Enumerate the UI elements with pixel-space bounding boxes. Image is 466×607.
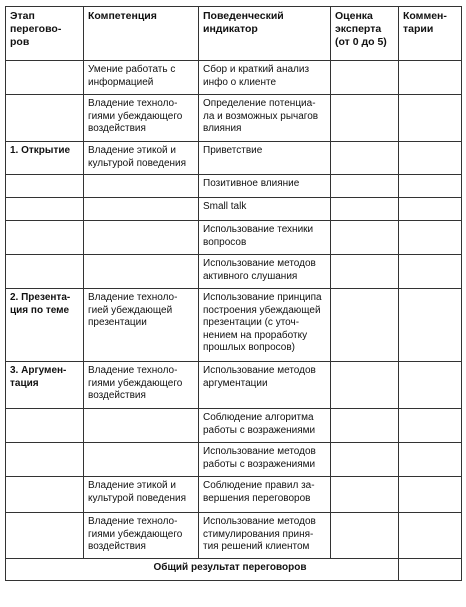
- comment-cell[interactable]: [399, 513, 462, 559]
- negotiation-evaluation-table: [5, 6, 462, 581]
- indicator-cell: Использование методов аргументации: [199, 362, 331, 409]
- comment-cell[interactable]: [399, 255, 462, 289]
- competence-cell: Умение работать с информацией: [84, 61, 199, 95]
- score-cell[interactable]: [331, 221, 399, 255]
- stage-cell: [6, 477, 84, 513]
- score-cell[interactable]: [331, 477, 399, 513]
- stage-cell: [6, 175, 84, 198]
- competence-cell: Владение этикой и культурой поведения: [84, 142, 199, 175]
- table-row: [6, 221, 462, 255]
- header-indicator: Поведенческий индикатор: [199, 7, 331, 61]
- table-row: [6, 142, 462, 175]
- comment-cell[interactable]: [399, 409, 462, 443]
- score-cell[interactable]: [331, 409, 399, 443]
- header-competence: Компетенция: [84, 7, 199, 61]
- table-row: [6, 513, 462, 559]
- evaluation-table-wrapper: [5, 6, 462, 581]
- stage-cell: [6, 61, 84, 95]
- comment-cell[interactable]: [399, 142, 462, 175]
- score-cell[interactable]: [331, 513, 399, 559]
- indicator-cell: Соблюдение правил за- вершения переговоров: [199, 477, 331, 513]
- comment-cell[interactable]: [399, 198, 462, 221]
- score-cell[interactable]: [331, 289, 399, 362]
- comment-cell[interactable]: [399, 175, 462, 198]
- stage-cell: [6, 221, 84, 255]
- table-row: [6, 95, 462, 142]
- stage-cell: 3. Аргумен- тация: [6, 362, 84, 409]
- score-cell[interactable]: [331, 255, 399, 289]
- indicator-cell: Позитивное влияние: [199, 175, 331, 198]
- table-row: [6, 477, 462, 513]
- table-row: [6, 198, 462, 221]
- header-comments: Коммен- тарии: [399, 7, 462, 61]
- stage-cell: [6, 95, 84, 142]
- header-stage: Этап перегово- ров: [6, 7, 84, 61]
- competence-cell: [84, 443, 199, 477]
- score-cell[interactable]: [331, 198, 399, 221]
- comment-cell[interactable]: [399, 443, 462, 477]
- indicator-cell: Сбор и краткий анализ инфо о клиенте: [199, 61, 331, 95]
- table-row: [6, 443, 462, 477]
- total-label: Общий результат переговоров: [6, 559, 399, 581]
- indicator-cell: Использование методов активного слушания: [199, 255, 331, 289]
- score-cell[interactable]: [331, 443, 399, 477]
- total-comment-cell[interactable]: [399, 559, 462, 581]
- comment-cell[interactable]: [399, 61, 462, 95]
- competence-cell: Владение этикой и культурой поведения: [84, 477, 199, 513]
- total-row: [6, 559, 462, 581]
- indicator-cell: Использование методов стимулирования приня- тия решений клиентом: [199, 513, 331, 559]
- competence-cell: [84, 198, 199, 221]
- competence-cell: Владение техноло- гиями убеждающего воздействия: [84, 362, 199, 409]
- indicator-cell: Использование техники вопросов: [199, 221, 331, 255]
- comment-cell[interactable]: [399, 477, 462, 513]
- stage-cell: [6, 443, 84, 477]
- score-cell[interactable]: [331, 95, 399, 142]
- stage-cell: 1. Открытие: [6, 142, 84, 175]
- stage-cell: [6, 513, 84, 559]
- competence-cell: Владение техноло- гиями убеждающего воздействия: [84, 95, 199, 142]
- competence-cell: [84, 221, 199, 255]
- indicator-cell: Small talk: [199, 198, 331, 221]
- indicator-cell: Приветствие: [199, 142, 331, 175]
- stage-cell: [6, 409, 84, 443]
- stage-cell: [6, 255, 84, 289]
- comment-cell[interactable]: [399, 221, 462, 255]
- comment-cell[interactable]: [399, 362, 462, 409]
- score-cell[interactable]: [331, 142, 399, 175]
- competence-cell: [84, 409, 199, 443]
- competence-cell: Владение техноло- гией убеждающей презентации: [84, 289, 199, 362]
- competence-cell: [84, 255, 199, 289]
- table-row: [6, 409, 462, 443]
- stage-cell: 2. Презента- ция по теме: [6, 289, 84, 362]
- table-row: [6, 362, 462, 409]
- comment-cell[interactable]: [399, 95, 462, 142]
- stage-cell: [6, 198, 84, 221]
- table-row: [6, 175, 462, 198]
- table-row: [6, 289, 462, 362]
- indicator-cell: Использование методов работы с возражениями: [199, 443, 331, 477]
- header-expert-score: Оценка эксперта (от 0 до 5): [331, 7, 399, 61]
- comment-cell[interactable]: [399, 289, 462, 362]
- indicator-cell: Использование принципа построения убеждающей презентации (с уточ- нением на проработку прошлых вопросов): [199, 289, 331, 362]
- competence-cell: [84, 175, 199, 198]
- table-row: [6, 255, 462, 289]
- indicator-cell: Соблюдение алгоритма работы с возражениями: [199, 409, 331, 443]
- score-cell[interactable]: [331, 61, 399, 95]
- score-cell[interactable]: [331, 362, 399, 409]
- competence-cell: Владение техноло- гиями убеждающего воздействия: [84, 513, 199, 559]
- header-row: [6, 7, 462, 61]
- indicator-cell: Определение потенциа- ла и возможных рычагов влияния: [199, 95, 331, 142]
- table-row: [6, 61, 462, 95]
- score-cell[interactable]: [331, 175, 399, 198]
